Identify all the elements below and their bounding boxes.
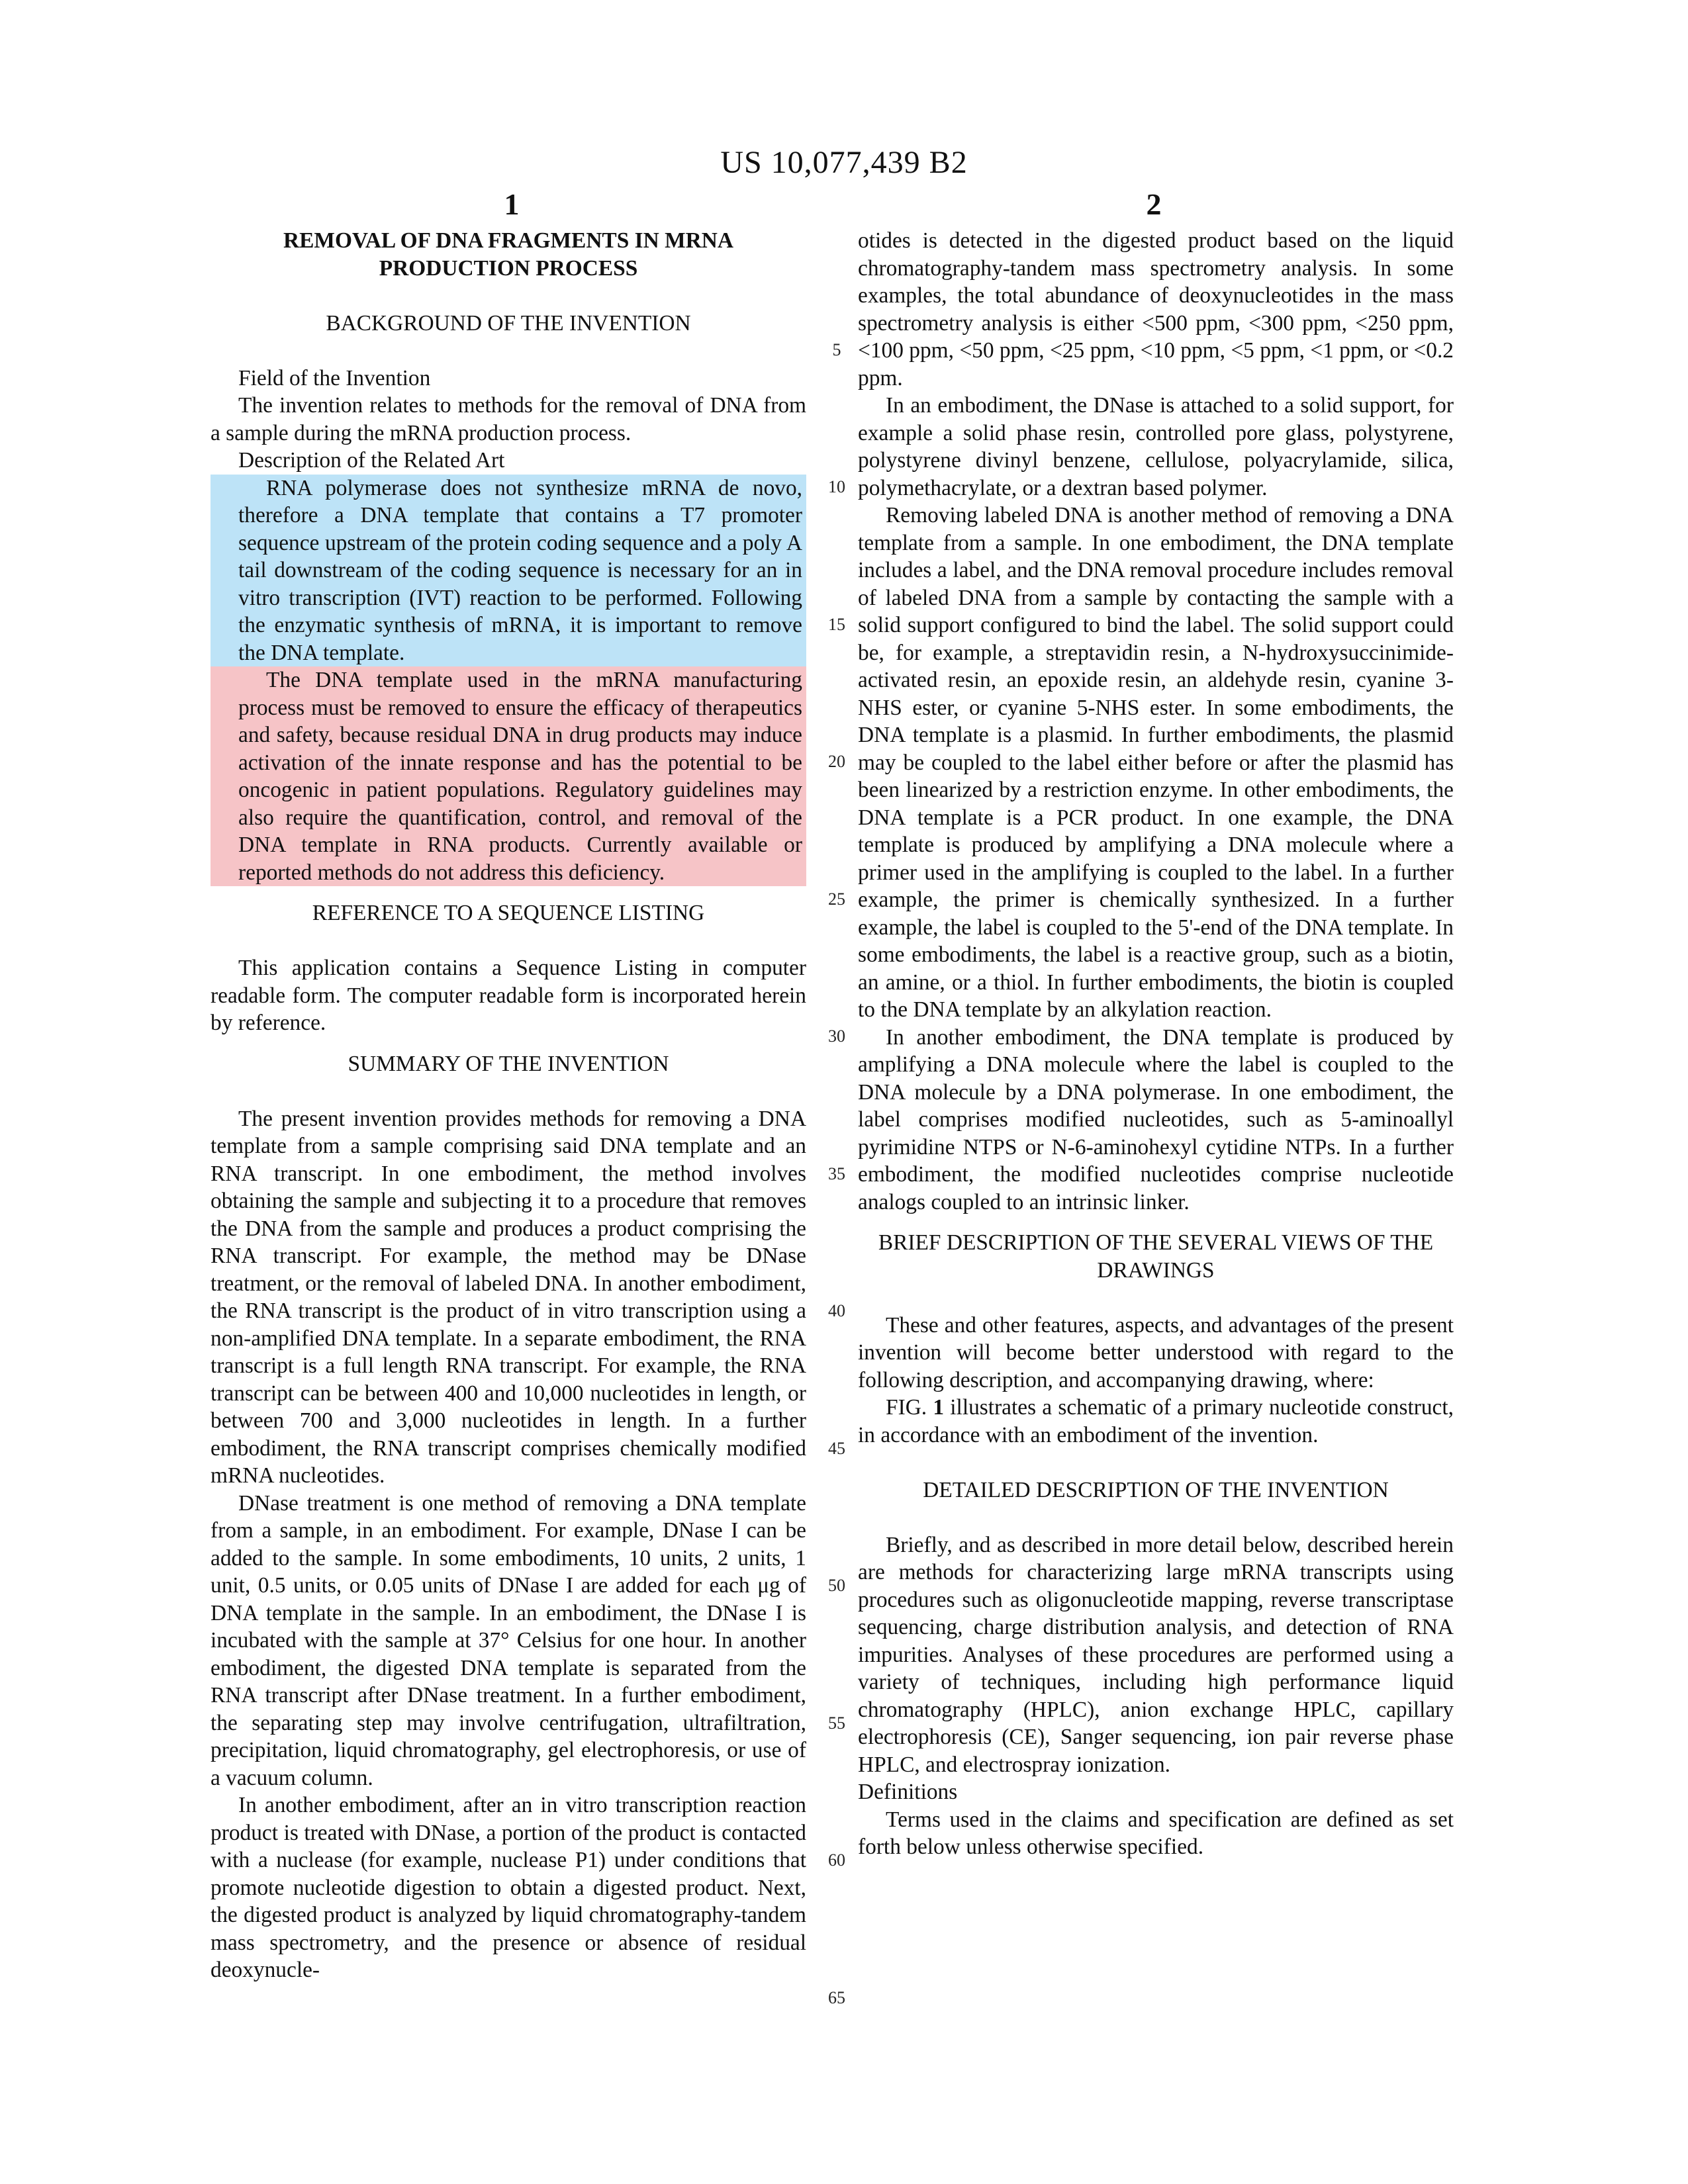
figure-number: 1 xyxy=(933,1395,945,1420)
line-number: 30 xyxy=(828,1026,845,1046)
line-number: 35 xyxy=(828,1164,845,1183)
field-paragraph: The invention relates to methods for the removal of DNA from a sample during the mRNA production process. xyxy=(211,393,806,445)
body-paragraph: Removing labeled DNA is another method of removing a DNA template from a sample. In one embodiment, the DNA template includes a label, and the DNA removal procedure includes removal of labeled DNA from a sample by contacting the sample with a solid support configured to bind the label. The solid support could be, for example, a streptavidin resin, a N-hydroxysuccinimide-activated resin, an epoxide resin, an aldehyde resin, cyanine 3-NHS ester, or cyanine 5-NHS ester. In some embodiments, the DNA template is a plasmid. In further embodiments, the plasmid may be coupled to the label either before or after the plasmid has been linearized by a restriction enzyme. In other embodiments, the DNA template is a PCR product. In one example, the DNA template is produced by amplifying a DNA molecule where a primer used in the amplifying is coupled to the label. In a further example, the primer is chemically synthesized. In a further example, the label is coupled to the 5'-end of the DNA template. In some embodiments, the label is a reactive group, such as a biotin, an amine, or a thiol. In further embodiments, the biotin is coupled to the DNA template by an alkylation reaction. xyxy=(858,503,1454,1022)
right-column xyxy=(858,227,1454,1861)
related-art-paragraph-highlighted-red: The DNA template used in the mRNA manufacturing process must be removed to ensure the efficacy of therapeutics and safety, because residual DNA in drug products may induce activation of the innate response and has the potential to be oncogenic in patient populations. Regulatory guidelines may also require the quantification, control, and removal of the DNA template in RNA products. Currently available or reported methods do not address this deficiency. xyxy=(211,666,806,886)
body-paragraph: In an embodiment, the DNase is attached to a solid support, for example a solid phase resin, controlled pore glass, polystyrene, polystyrene divinyl benzene, cellulose, polyacrylamide, silica, polymethacrylate, or a dextran based polymer. xyxy=(858,393,1454,500)
line-number: 60 xyxy=(828,1850,845,1870)
line-number: 65 xyxy=(828,1988,845,2007)
figure-description xyxy=(858,1394,1454,1449)
definitions-label: Definitions xyxy=(858,1780,958,1804)
detailed-description-heading: DETAILED DESCRIPTION OF THE INVENTION xyxy=(923,1477,1389,1502)
column-number-left: 1 xyxy=(504,187,520,221)
left-column xyxy=(211,227,806,1984)
sequence-listing-paragraph: This application contains a Sequence Listing in computer readable form. The computer readable form is incorporated herein by reference. xyxy=(211,956,806,1035)
line-number: 25 xyxy=(828,889,845,909)
body-paragraph: These and other features, aspects, and advantages of the present invention will become better understood with regard to the following description, and accompanying drawing, where: xyxy=(858,1312,1454,1392)
related-art-paragraph-highlighted-blue: RNA polymerase does not synthesize mRNA de novo, therefore a DNA template that contains a T7 promoter sequence upstream of the protein coding sequence and a poly A tail downstream of the coding sequence is necessary for an in vitro transcription (IVT) reaction to be performed. Following the enzymatic synthesis of mRNA, it is important to remove the DNA template. xyxy=(211,475,806,667)
patent-title: REMOVAL OF DNA FRAGMENTS IN MRNA PRODUCTION PROCESS xyxy=(283,228,733,281)
line-number: 15 xyxy=(828,615,845,634)
summary-paragraph: DNase treatment is one method of removing a DNA template from a sample, in an embodiment. For example, DNase I can be added to the sample. In some embodiments, 10 units, 2 units, 1 unit, 0.5 units, or 0.05 units of DNase I are added for each μg of DNA template in the sample. In an embodiment, the DNase I is incubated with the sample at 37° Celsius for one hour. In another embodiment, the digested DNA template is separated from the RNA transcript after DNase treatment. In a further embodiment, the separating step may involve centrifugation, ultrafiltration, precipitation, liquid chromatography, gel electrophoresis, or use of a vacuum column. xyxy=(211,1490,806,1790)
body-paragraph: Briefly, and as described in more detail below, described herein are methods for characterizing large mRNA transcripts using procedures such as oligonucleotide mapping, reverse transcriptase sequencing, charge distribution analysis, and detection of RNA impurities. Analyses of these procedures are performed using a variety of techniques, including high performance liquid chromatography (HPLC), anion exchange HPLC, capillary electrophoresis (CE), Sanger sequencing, ion pair reverse phase HPLC, and electrospray ionization. xyxy=(858,1532,1454,1777)
line-number: 20 xyxy=(828,752,845,771)
body-paragraph: otides is detected in the digested product based on the liquid chromatography-tandem mass spectrometry analysis. In some examples, the total abundance of deoxynucleotides in the mass spectrometry analysis is either <500 ppm, <300 ppm, <250 ppm, <100 ppm, <50 ppm, <25 ppm, <10 ppm, <5 ppm, <1 ppm, or <0.2 ppm. xyxy=(858,228,1454,390)
column-number-right: 2 xyxy=(1146,187,1162,221)
drawings-heading: BRIEF DESCRIPTION OF THE SEVERAL VIEWS OF THE DRAWINGS xyxy=(878,1230,1434,1283)
body-paragraph: In another embodiment, the DNA template is produced by amplifying a DNA molecule where the label is coupled to the DNA molecule by a DNA polymerase. In one embodiment, the label comprises modified nucleotides, such as 5-aminoallyl pyrimidine NTPS or N-6-aminohexyl cytidine NTPs. In a further embodiment, the modified nucleotides comprise nucleotide analogs coupled to an intrinsic linker. xyxy=(858,1024,1454,1214)
field-label: Field of the Invention xyxy=(238,365,431,390)
summary-paragraph: In another embodiment, after an in vitro transcription reaction product is treated with DNase, a portion of the product is contacted with a nuclease (for example, nuclease P1) under conditions that promote nucleotide digestion to obtain a digested product. Next, the digested product is analyzed by liquid chromatography-tandem mass spectrometry, and the presence or absence of residual deoxynucle- xyxy=(211,1793,806,1982)
patent-number: US 10,077,439 B2 xyxy=(720,145,968,180)
line-number: 50 xyxy=(828,1576,845,1595)
line-number: 45 xyxy=(828,1439,845,1458)
related-art-label: Description of the Related Art xyxy=(238,448,505,473)
line-number: 5 xyxy=(832,340,841,359)
line-number: 10 xyxy=(828,477,845,496)
sequence-listing-heading: REFERENCE TO A SEQUENCE LISTING xyxy=(312,901,705,925)
body-paragraph: Terms used in the claims and specification are defined as set forth below unless otherwise specified. xyxy=(858,1807,1454,1859)
line-number: 55 xyxy=(828,1713,845,1733)
figure-prefix: FIG. xyxy=(886,1395,927,1420)
figure-text: illustrates a schematic of a primary nucleotide construct, in accordance with an embodiment of the invention. xyxy=(858,1395,1454,1447)
line-number: 40 xyxy=(828,1301,845,1320)
summary-paragraph: The present invention provides methods for removing a DNA template from a sample comprising said DNA template and an RNA transcript. In one embodiment, the method involves obtaining the sample and subjecting it to a procedure that removes the DNA from the sample and produces a product comprising the RNA transcript. For example, the method may be DNase treatment, or the removal of labeled DNA. In another embodiment, the RNA transcript is the product of in vitro transcription using a non-amplified DNA template. In a separate embodiment, the RNA transcript is a full length RNA transcript. For example, the RNA transcript can be between 400 and 10,000 nucleotides in length, or between 700 and 3,000 nucleotides in length. In a further embodiment, the RNA transcript comprises chemically modified mRNA nucleotides. xyxy=(211,1106,806,1488)
summary-heading: SUMMARY OF THE INVENTION xyxy=(348,1051,669,1076)
background-heading: BACKGROUND OF THE INVENTION xyxy=(326,310,691,336)
